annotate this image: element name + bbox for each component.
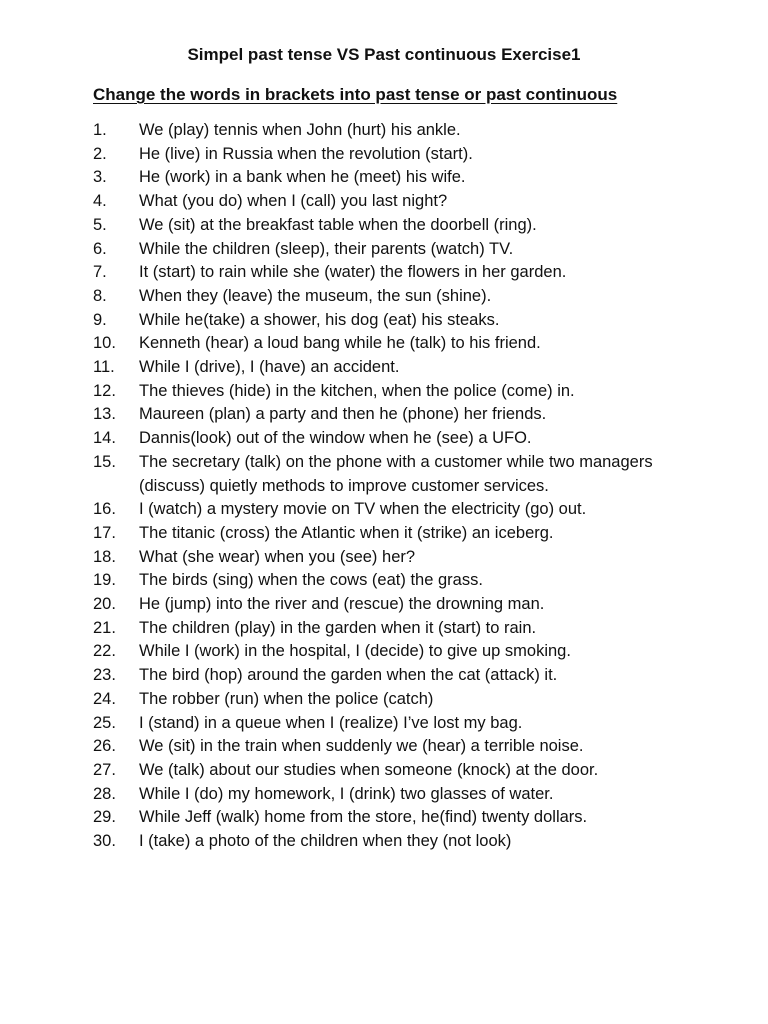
exercise-sentence: The titanic (cross) the Atlantic when it (strike) an iceberg. [139, 523, 554, 542]
exercise-number: 21. [93, 618, 116, 637]
page-title: Simpel past tense VS Past continuous Exercise1 [187, 45, 581, 64]
exercise-item [93, 593, 693, 617]
exercise-sentence: While I (drive), I (have) an accident. [139, 358, 400, 377]
exercise-item [93, 806, 693, 830]
exercise-number: 25. [93, 713, 116, 732]
exercise-number: 6. [93, 239, 107, 258]
exercise-item [93, 143, 693, 167]
exercise-sentence: The bird (hop) around the garden when the cat (attack) it. [139, 666, 558, 685]
exercise-sentence: While I (do) my homework, I (drink) two glasses of water. [139, 784, 554, 803]
exercise-number: 28. [93, 784, 116, 803]
exercise-item [93, 759, 693, 783]
exercise-sentence: I (take) a photo of the children when they (not look) [139, 832, 512, 851]
exercise-number: 27. [93, 760, 116, 779]
exercise-item [93, 712, 693, 736]
exercise-sentence: I (watch) a mystery movie on TV when the electricity (go) out. [139, 500, 587, 519]
exercise-item [93, 214, 693, 238]
exercise-number: 18. [93, 547, 116, 566]
exercise-sentence: The secretary (talk) on the phone with a customer while two managers (discuss) quietly methods to improve customer services. [139, 452, 653, 495]
exercise-item [93, 830, 693, 854]
exercise-number: 29. [93, 808, 116, 827]
exercise-item [93, 451, 693, 498]
exercise-item [93, 569, 693, 593]
exercise-number: 8. [93, 286, 107, 305]
exercise-sentence: While I (work) in the hospital, I (decide) to give up smoking. [139, 642, 571, 661]
exercise-item [93, 166, 693, 190]
exercise-item [93, 498, 693, 522]
exercise-item [93, 617, 693, 641]
exercise-number: 22. [93, 642, 116, 661]
exercise-item [93, 190, 693, 214]
exercise-sentence: The thieves (hide) in the kitchen, when the police (come) in. [139, 381, 575, 400]
exercise-number: 13. [93, 405, 116, 424]
exercise-item [93, 403, 693, 427]
exercise-sentence: We (talk) about our studies when someone (knock) at the door. [139, 760, 599, 779]
exercise-sentence: Dannis(look) out of the window when he (see) a UFO. [139, 429, 532, 448]
exercise-number: 20. [93, 595, 116, 614]
exercise-sentence: We (sit) at the breakfast table when the doorbell (ring). [139, 215, 537, 234]
exercise-sentence: What (she wear) when you (see) her? [139, 547, 416, 566]
exercise-item [93, 783, 693, 807]
exercise-sentence: Kenneth (hear) a loud bang while he (talk) to his friend. [139, 334, 541, 353]
exercise-number: 15. [93, 452, 116, 471]
exercise-item [93, 285, 693, 309]
instruction-heading: Change the words in brackets into past tense or past continuous [93, 85, 618, 104]
exercise-item [93, 546, 693, 570]
exercise-sentence: It (start) to rain while she (water) the flowers in her garden. [139, 263, 567, 282]
exercise-item [93, 522, 693, 546]
exercise-number: 30. [93, 832, 116, 851]
exercise-item [93, 261, 693, 285]
exercise-sentence: The robber (run) when the police (catch) [139, 689, 434, 708]
exercise-sentence: What (you do) when I (call) you last night? [139, 192, 448, 211]
exercise-sentence: He (live) in Russia when the revolution (start). [139, 144, 473, 163]
exercise-number: 7. [93, 263, 107, 282]
exercise-sentence: While he(take) a shower, his dog (eat) his steaks. [139, 310, 500, 329]
exercise-sentence: I (stand) in a queue when I (realize) I’ve lost my bag. [139, 713, 523, 732]
exercise-sentence: We (sit) in the train when suddenly we (hear) a terrible noise. [139, 737, 584, 756]
exercise-item [93, 664, 693, 688]
exercise-item [93, 238, 693, 262]
exercise-number: 17. [93, 523, 116, 542]
exercise-number: 16. [93, 500, 116, 519]
exercise-item [93, 735, 693, 759]
exercise-number: 11. [93, 358, 115, 377]
exercise-item [93, 380, 693, 404]
exercise-number: 4. [93, 192, 107, 211]
exercise-list [93, 119, 693, 854]
exercise-number: 2. [93, 144, 107, 163]
exercise-sentence: While the children (sleep), their parents (watch) TV. [139, 239, 514, 258]
exercise-number: 14. [93, 429, 116, 448]
exercise-number: 23. [93, 666, 116, 685]
exercise-number: 9. [93, 310, 107, 329]
exercise-sentence: Maureen (plan) a party and then he (phone) her friends. [139, 405, 547, 424]
exercise-sentence: While Jeff (walk) home from the store, he(find) twenty dollars. [139, 808, 588, 827]
exercise-item [93, 119, 693, 143]
exercise-item [93, 688, 693, 712]
exercise-number: 3. [93, 168, 107, 187]
exercise-number: 19. [93, 571, 116, 590]
exercise-sentence: The children (play) in the garden when it (start) to rain. [139, 618, 537, 637]
exercise-item [93, 309, 693, 333]
exercise-number: 24. [93, 689, 116, 708]
exercise-number: 5. [93, 215, 107, 234]
exercise-sentence: We (play) tennis when John (hurt) his ankle. [139, 121, 461, 139]
exercise-sentence: When they (leave) the museum, the sun (shine). [139, 286, 492, 305]
exercise-number: 1. [93, 121, 107, 139]
exercise-sentence: The birds (sing) when the cows (eat) the grass. [139, 571, 483, 590]
exercise-number: 26. [93, 737, 116, 756]
exercise-sentence: He (jump) into the river and (rescue) the drowning man. [139, 595, 545, 614]
exercise-item [93, 640, 693, 664]
exercise-item [93, 332, 693, 356]
exercise-item [93, 356, 693, 380]
exercise-sentence: He (work) in a bank when he (meet) his wife. [139, 168, 466, 187]
exercise-number: 10. [93, 334, 116, 353]
exercise-number: 12. [93, 381, 116, 400]
exercise-item [93, 427, 693, 451]
